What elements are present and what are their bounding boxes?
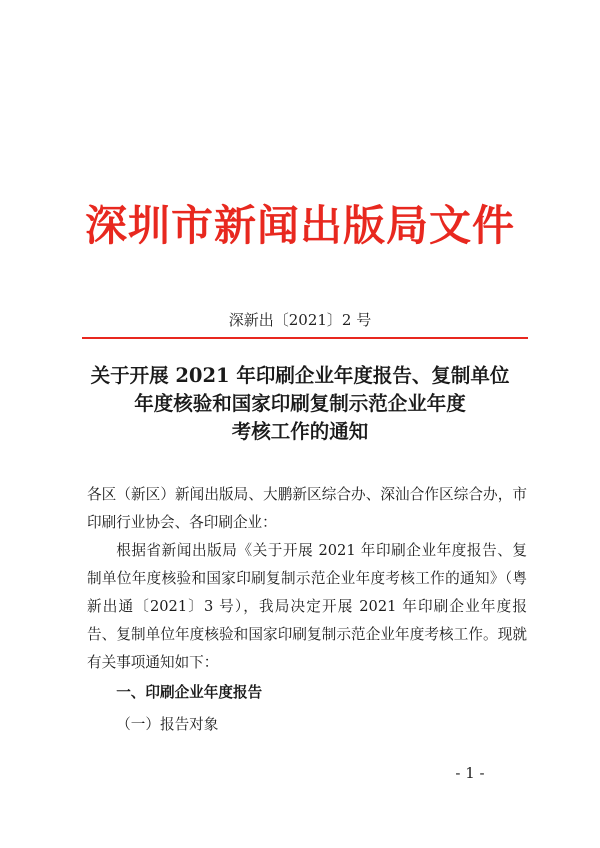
section-heading: 一、印刷企业年度报告 bbox=[116, 684, 263, 701]
title-line: 考核工作的通知 bbox=[231, 420, 369, 443]
document-body bbox=[87, 481, 527, 739]
title-line: 年度核验和国家印刷复制示范企业年度 bbox=[134, 392, 466, 415]
subsection-heading: （一）报告对象 bbox=[116, 716, 219, 733]
document-number: 深新出〔2021〕2 号 bbox=[228, 311, 372, 329]
masthead: 深圳市新闻出版局文件 bbox=[84, 201, 515, 250]
body-paragraph: 根据省新闻出版局《关于开展 2021 年印刷企业年度报告、复制单位年度核验和国家印刷复制示范企业年度考核工作的通知》（粤新出通〔2021〕3 号），我局决定开展 2021 年印刷企业年度报告、复制单位年度核验和国家印刷复制示范企业年度考核工作。现就有关事项通知如下： bbox=[87, 542, 527, 671]
document-title bbox=[60, 362, 540, 446]
page-number: - 1 - bbox=[455, 764, 485, 782]
recipients: 各区（新区）新闻出版局、大鹏新区综合办、深汕合作区综合办，市印刷行业协会、各印刷企业： bbox=[87, 486, 527, 531]
red-divider-line bbox=[82, 337, 528, 339]
title-line: 关于开展 2021 年印刷企业年度报告、复制单位 bbox=[90, 364, 510, 387]
